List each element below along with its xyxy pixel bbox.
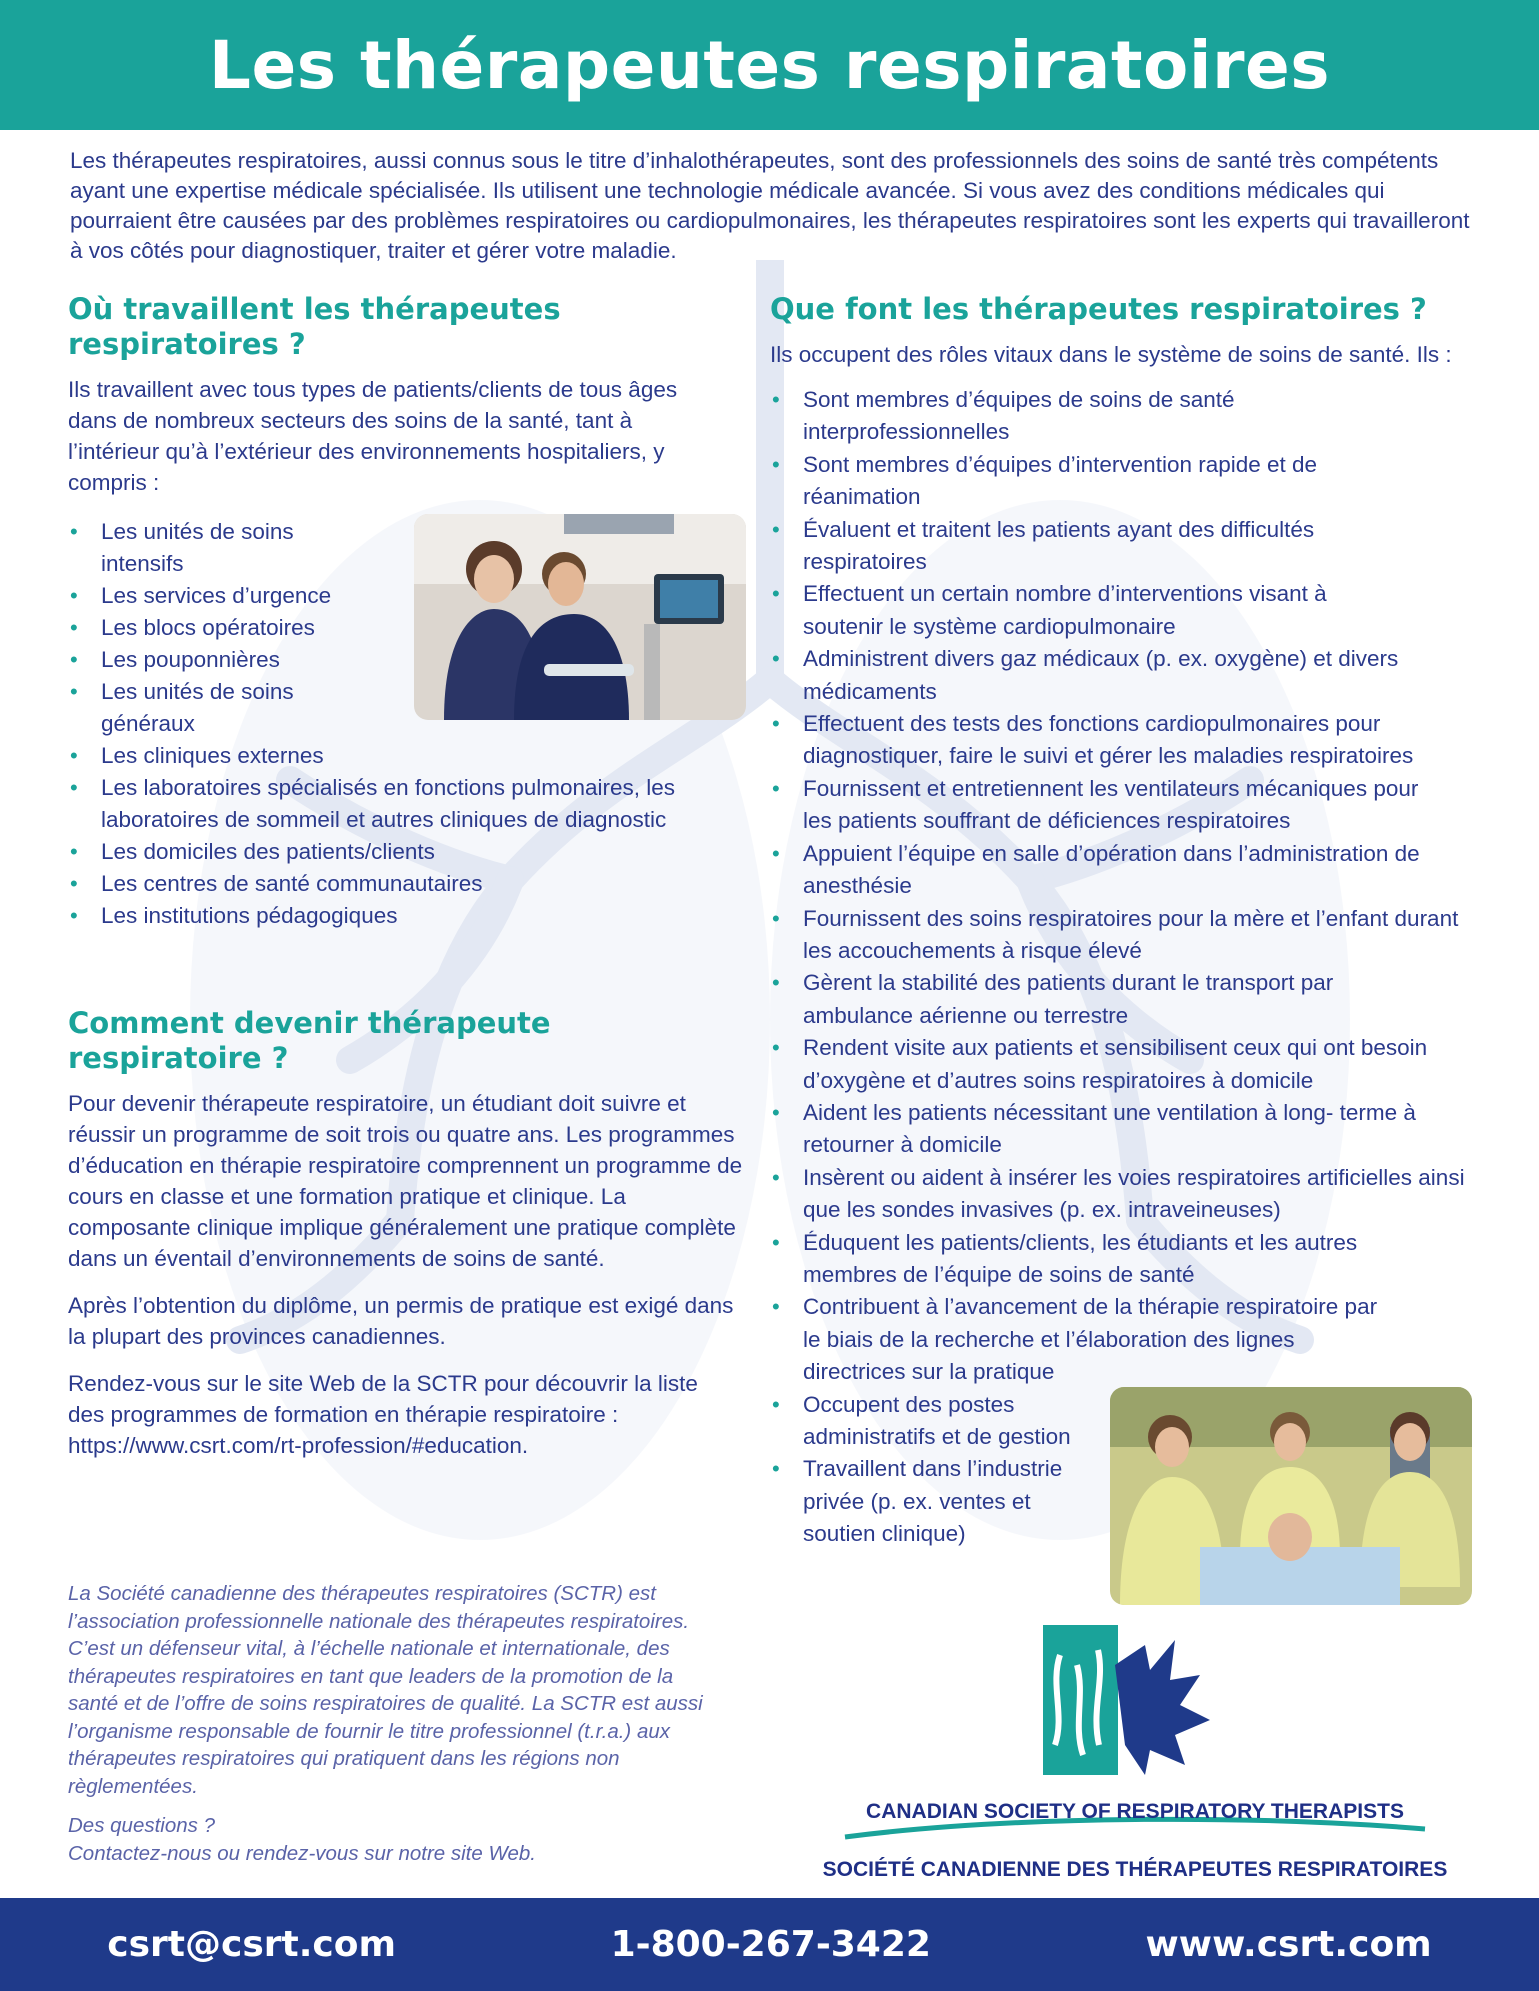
list-item: • Rendent visite aux patients et sensibilisent ceux qui ont besoin d’oxygène et d’autres soins respiratoires à domicile xyxy=(772,1035,1428,1093)
csrt-footnote xyxy=(68,1580,728,1867)
list-item: • Les unités de soins intensifs xyxy=(70,519,294,576)
intro-paragraph: Les thérapeutes respiratoires, aussi connus sous le titre d’inhalothérapeutes, sont des professionnels des soins de santé très compétents ayant une expertise médicale spécialisée. Ils utilisent une technologie médicale avancée. Si vous avez des conditions médicales qui pourraient être causées par des problèmes respiratoires ou cardiopulmonaires, les thérapeutes respiratoires sont les experts qui travailleront à vos côtés pour diagnostiquer, traiter et gérer votre maladie. xyxy=(70,148,1470,263)
footer-website-link[interactable]: www.csrt.com xyxy=(1145,1924,1432,1965)
footnote-contact: Contactez-nous ou rendez-vous sur notre site Web. xyxy=(68,1841,536,1865)
list-item: • Fournissent des soins respiratoires pour la mère et l’enfant durant les accouchements à risque élevé xyxy=(772,905,1459,963)
list-item: • Éduquent les patients/clients, les étudiants et les autres membres de l’équipe de soins de santé xyxy=(772,1229,1358,1287)
title-banner xyxy=(0,0,1539,130)
list-item: • Appuient l’équipe en salle d’opération dans l’administration de anesthésie xyxy=(772,840,1420,899)
list-item: • Fournissent et entretiennent les ventilateurs mécaniques pour les patients souffrant de déficiences respiratoires xyxy=(772,775,1419,834)
logo-text-french: SOCIÉTÉ CANADIENNE DES THÉRAPEUTES RESPIRATOIRES xyxy=(822,1858,1448,1881)
csrt-logo xyxy=(815,1625,1455,1885)
list-item: • Effectuent un certain nombre d’interventions visant à soutenir le système cardiopulmonaire xyxy=(772,581,1327,639)
page-title: Les thérapeutes respiratoires xyxy=(208,26,1331,104)
list-item: • Sont membres d’équipes d’intervention rapide et de réanimation xyxy=(772,451,1318,510)
list-item: • Les unités de soins généraux xyxy=(70,679,294,736)
what-text: Ils occupent des rôles vitaux dans le système de soins de santé. Ils : xyxy=(770,342,1452,367)
become-heading: Comment devenir thérapeute respiratoire ? xyxy=(68,1006,551,1075)
list-item: • Évaluent et traitent les patients ayant des difficultés respiratoires xyxy=(772,516,1315,575)
where-text: Ils travaillent avec tous types de patients/clients de tous âges dans de nombreux secteurs des soins de la santé, tant à l’intérieur qu’à l’extérieur des environnements hospitaliers, y compris : xyxy=(68,377,678,495)
footer-email-link[interactable]: csrt@csrt.com xyxy=(107,1924,397,1965)
list-item: • Contribuent à l’avancement de la thérapie respiratoire par le biais de la recherche et l’élaboration des lignes directrices sur la pratique xyxy=(772,1294,1378,1385)
become-p1: Pour devenir thérapeute respiratoire, un étudiant doit suivre et réussir un programme de soit trois ou quatre ans. Les programmes d’éducation en thérapie respiratoire comprennent un programme de cours en classe et une formation pratique et clinique. La composante clinique implique généralement une pratique complète dans un éventail d’environnements de soins de santé. xyxy=(68,1091,743,1271)
roles-list xyxy=(770,384,1470,1551)
list-item: • Effectuent des tests des fonctions cardiopulmonaires pour diagnostiquer, faire le suivi et gérer les maladies respiratoires xyxy=(772,711,1414,769)
where-heading: Où travaillent les thérapeutes respiratoires ? xyxy=(68,292,561,361)
list-item: • Travaillent dans l’industrie privée (p. ex. ventes et soutien clinique) xyxy=(772,1456,1063,1547)
right-column xyxy=(770,292,1470,1551)
list-item: • Les pouponnières xyxy=(70,647,280,672)
icu-photo xyxy=(414,514,746,720)
list-item: • Les cliniques externes xyxy=(70,743,324,768)
list-item: • Insèrent ou aident à insérer les voies respiratoires artificielles ainsi que les sondes invasives (p. ex. intraveineuses) xyxy=(772,1164,1465,1223)
list-item: • Aident les patients nécessitant une ventilation à long- terme à retourner à domicile xyxy=(772,1099,1416,1158)
list-item: • Les laboratoires spécialisés en fonctions pulmonaires, les laboratoires de sommeil et autres cliniques de diagnostic xyxy=(70,775,676,832)
list-item: • Administrent divers gaz médicaux (p. ex. oxygène) et divers médicaments xyxy=(772,646,1399,704)
list-item: • Gèrent la stabilité des patients durant le transport par ambulance aérienne ou terrestre xyxy=(772,970,1334,1028)
footer-phone[interactable]: 1-800-267-3422 xyxy=(610,1924,931,1965)
list-item: • Les institutions pédagogiques xyxy=(70,903,398,928)
list-item: • Les services d’urgence xyxy=(70,583,332,608)
list-item: • Occupent des postes administratifs et de gestion xyxy=(772,1391,1071,1449)
become-p2: Après l’obtention du diplôme, un permis de pratique est exigé dans la plupart des provinces canadiennes. xyxy=(68,1293,734,1349)
patient-transport-photo xyxy=(1110,1387,1472,1605)
become-p3: Rendez-vous sur le site Web de la SCTR pour découvrir la liste des programmes de formation en thérapie respiratoire : https://www.csrt.com/rt-profession/#education. xyxy=(68,1371,698,1458)
list-item: • Sont membres d’équipes de soins de santé interprofessionnelles xyxy=(772,387,1235,445)
list-item: • Les domiciles des patients/clients xyxy=(70,839,435,864)
footnote-questions: Des questions ? xyxy=(68,1814,216,1837)
logo-text-english: CANADIAN SOCIETY OF RESPIRATORY THERAPISTS xyxy=(866,1800,1404,1823)
contact-footer xyxy=(0,1898,1539,1991)
list-item: • Les centres de santé communautaires xyxy=(70,871,483,896)
list-item: • Les blocs opératoires xyxy=(70,615,315,640)
what-heading: Que font les thérapeutes respiratoires ? xyxy=(770,292,1427,326)
footnote-about: La Société canadienne des thérapeutes respiratoires (SCTR) est l’association professionnelle nationale des thérapeutes respiratoires. C’est un défenseur vital, à l’échelle nationale et internationale, des thérapeutes respiratoires en tant que leaders de la promotion de la santé et de l’offre de soins respiratoires de qualité. La SCTR est aussi l’organisme responsable de fournir le titre professionnel (t.r.a.) aux thérapeutes respiratoires qui pratiquent dans les régions non règlementées. xyxy=(68,1582,703,1798)
left-column xyxy=(68,292,748,1461)
